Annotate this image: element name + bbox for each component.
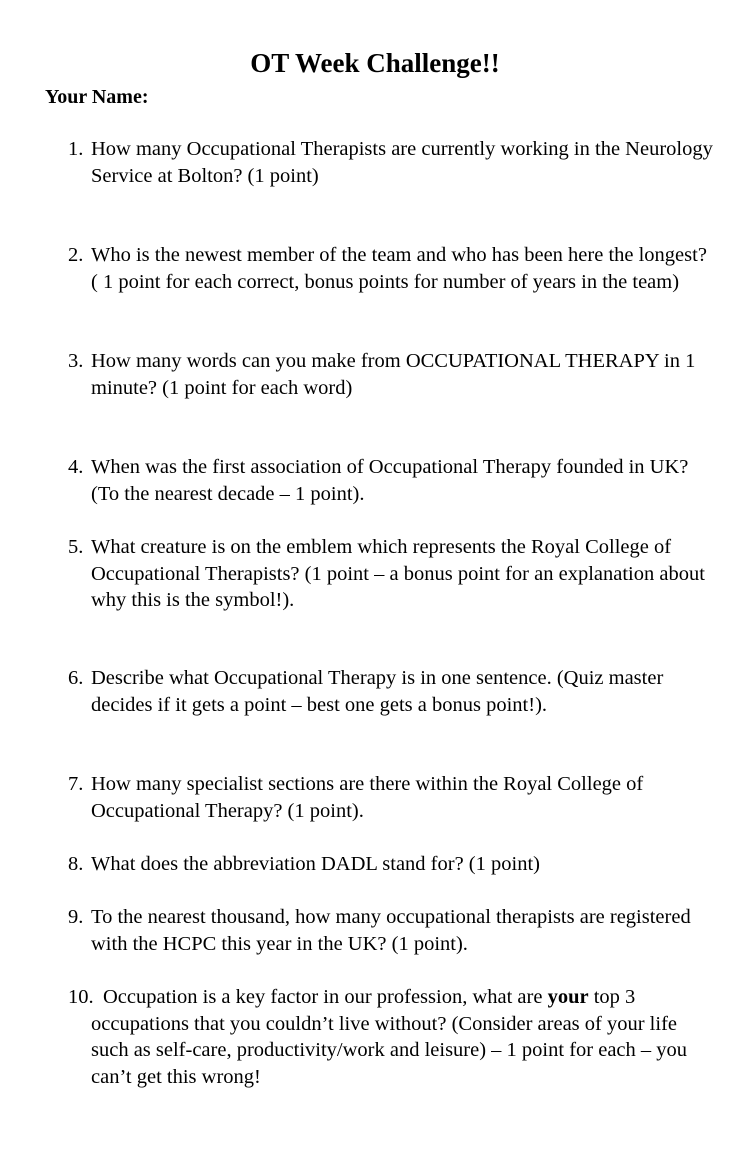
question-number: 9.	[68, 906, 84, 928]
question-4	[68, 454, 718, 507]
name-label: Your Name:	[45, 86, 149, 108]
question-number: 3.	[68, 350, 84, 372]
page-title: OT Week Challenge!!	[250, 48, 500, 78]
question-text: What does the abbreviation DADL stand for? (1 point)	[91, 853, 540, 875]
question-number: 6.	[68, 667, 84, 689]
question-number: 1.	[68, 138, 84, 160]
question-text: What creature is on the emblem which represents the Royal College of Occupational Therapists? (1 point – a bonus point for an explanation about why this is the symbol!).	[91, 536, 705, 611]
question-text: How many Occupational Therapists are currently working in the Neurology Service at Bolton? (1 point)	[91, 138, 713, 187]
question-text: To the nearest thousand, how many occupational therapists are registered with the HCPC this year in the UK? (1 point).	[91, 906, 691, 955]
question-text-after: top 3 occupations that you couldn’t live without? (Consider areas of your life such as self-care, productivity/work and leisure) – 1 point for each – you can’t get this wrong!	[91, 986, 688, 1088]
question-text: Describe what Occupational Therapy is in one sentence. (Quiz master decides if it gets a point – best one gets a bonus point!).	[91, 667, 664, 716]
question-text-emphasis: your	[547, 986, 589, 1008]
question-text-before: Occupation is a key factor in our profession, what are	[103, 986, 543, 1008]
question-2	[68, 242, 718, 295]
question-8	[68, 851, 718, 878]
question-text: When was the first association of Occupational Therapy founded in UK? (To the nearest decade – 1 point).	[91, 456, 689, 505]
question-number: 10.	[68, 986, 94, 1008]
question-number: 5.	[68, 536, 84, 558]
question-text	[68, 984, 718, 1090]
question-number: 4.	[68, 456, 84, 478]
question-9	[68, 904, 718, 957]
question-number: 7.	[68, 773, 84, 795]
question-text: How many specialist sections are there within the Royal College of Occupational Therapy? (1 point).	[91, 773, 644, 822]
question-1	[68, 136, 718, 189]
question-number: 2.	[68, 244, 84, 266]
question-5	[68, 534, 718, 614]
question-6	[68, 665, 718, 718]
question-text: Who is the newest member of the team and who has been here the longest? ( 1 point for each correct, bonus points for number of years in the team)	[91, 244, 707, 293]
question-number: 8.	[68, 853, 84, 875]
question-3	[68, 348, 718, 401]
question-7	[68, 771, 718, 824]
question-text: How many words can you make from OCCUPATIONAL THERAPY in 1 minute? (1 point for each word)	[91, 350, 696, 399]
question-10	[68, 984, 718, 1090]
